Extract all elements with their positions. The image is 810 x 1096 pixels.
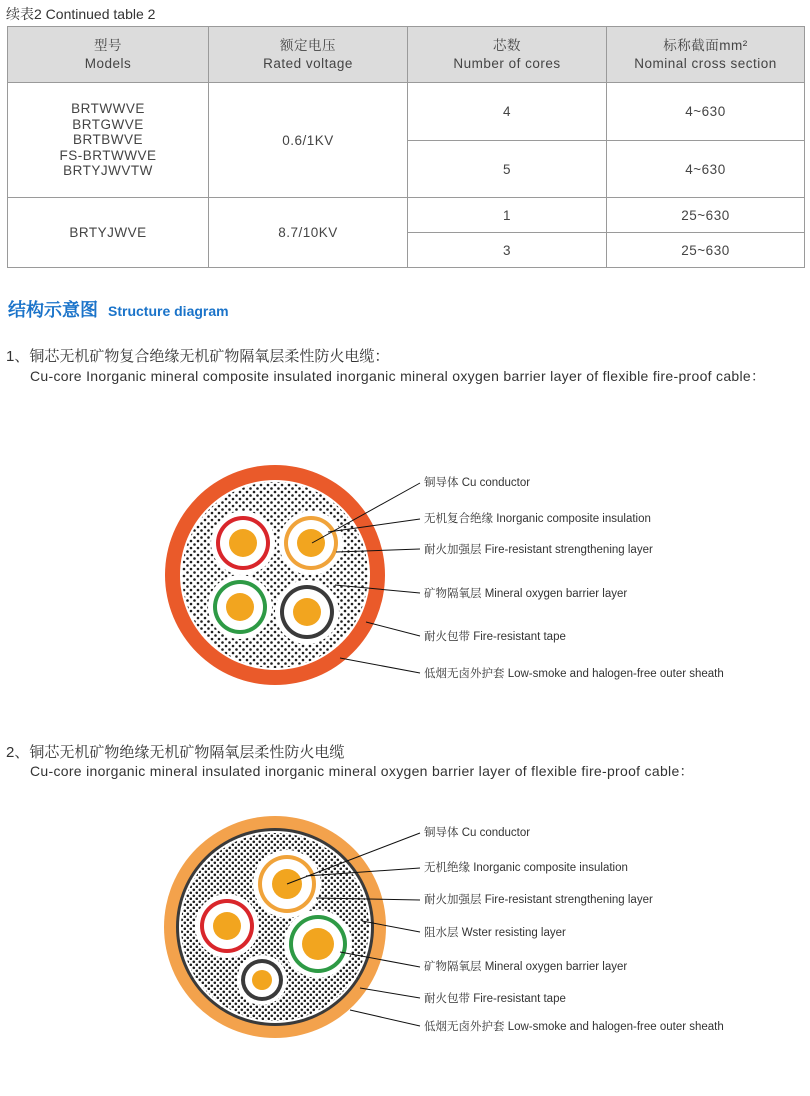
section-cell: 25~630 — [607, 233, 805, 268]
cores-cell: 1 — [408, 198, 607, 233]
core-green — [284, 910, 352, 978]
header-models-en: Models — [84, 55, 132, 71]
diagram1-title-en: Cu-core Inorganic mineral composite insulated inorganic mineral oxygen barrier layer of flexible fire-proof cable： — [30, 368, 766, 384]
label-inorganic-insulation: 无机复合绝缘 Inorganic composite insulation — [424, 513, 651, 525]
label-cu-conductor: 铜导体 Cu conductor — [424, 477, 531, 489]
section-title-en: Structure diagram — [108, 303, 229, 319]
header-voltage-en: Rated voltage — [263, 55, 353, 71]
core-green — [208, 575, 272, 639]
diagram2-title-zh: 2、铜芯无机矿物绝缘无机矿物隔氧层柔性防火电缆 — [6, 744, 345, 761]
header-section-en: Nominal cross section — [634, 55, 777, 71]
model-name: BRTBWVE — [72, 132, 143, 148]
cores-cell: 4 — [408, 83, 607, 141]
cores-cell: 5 — [408, 141, 607, 198]
label-cu-conductor: 铜导体 Cu conductor — [424, 827, 531, 839]
header-cores-zh: 芯数 — [493, 37, 521, 53]
header-models-zh: 型号 — [94, 37, 122, 53]
models-cell: BRTYJWVE — [8, 198, 209, 268]
voltage-cell: 0.6/1KV — [209, 83, 408, 198]
model-name: FS-BRTWWVE — [59, 147, 157, 163]
oxygen-barrier-filler — [182, 482, 368, 668]
core-black — [275, 580, 339, 644]
diagram2-title-en: Cu-core inorganic mineral insulated inorganic mineral oxygen barrier layer of flexible fire-proof cable： — [30, 763, 694, 779]
table-caption: 续表2 Continued table 2 — [6, 6, 156, 22]
cores-cell: 3 — [408, 233, 607, 268]
cable-diagram-1 — [165, 465, 724, 685]
label-inorganic-insulation: 无机绝缘 Inorganic composite insulation — [424, 862, 628, 874]
label-fire-tape: 耐火包带 Fire-resistant tape — [424, 631, 566, 643]
label-fire-tape: 耐火包带 Fire-resistant tape — [424, 993, 566, 1005]
diagram1-title-zh: 1、铜芯无机矿物复合绝缘无机矿物隔氧层柔性防火电缆： — [6, 348, 390, 365]
label-water-resisting-layer: 阻水层 Wster resisting layer — [424, 927, 566, 939]
label-oxygen-barrier: 矿物隔氧层 Mineral oxygen barrier layer — [424, 961, 628, 973]
label-outer-sheath: 低烟无卤外护套 Low-smoke and halogen-free outer sheath — [424, 668, 724, 680]
model-name: BRTYJWVTW — [63, 163, 153, 179]
core-black-small — [237, 955, 287, 1005]
section-cell: 25~630 — [607, 198, 805, 233]
core-orange — [279, 511, 343, 575]
section-cell: 4~630 — [607, 141, 805, 198]
core-red — [195, 894, 259, 958]
voltage-cell: 8.7/10KV — [209, 198, 408, 268]
label-strengthening-layer: 耐火加强层 Fire-resistant strengthening layer — [424, 894, 653, 906]
label-oxygen-barrier: 矿物隔氧层 Mineral oxygen barrier layer — [424, 588, 628, 600]
header-section-zh: 标称截面mm² — [663, 37, 748, 53]
header-cores-en: Number of cores — [453, 55, 561, 71]
section-title-zh: 结构示意图 — [8, 300, 98, 320]
cable-diagram-2 — [164, 816, 724, 1038]
core-red — [211, 511, 275, 575]
model-name: BRTGWVE — [72, 116, 144, 132]
label-strengthening-layer: 耐火加强层 Fire-resistant strengthening layer — [424, 544, 653, 556]
section-cell: 4~630 — [607, 83, 805, 141]
header-voltage-zh: 额定电压 — [280, 37, 336, 53]
model-name: BRTWWVE — [71, 101, 145, 117]
label-outer-sheath: 低烟无卤外护套 Low-smoke and halogen-free outer sheath — [424, 1021, 724, 1033]
